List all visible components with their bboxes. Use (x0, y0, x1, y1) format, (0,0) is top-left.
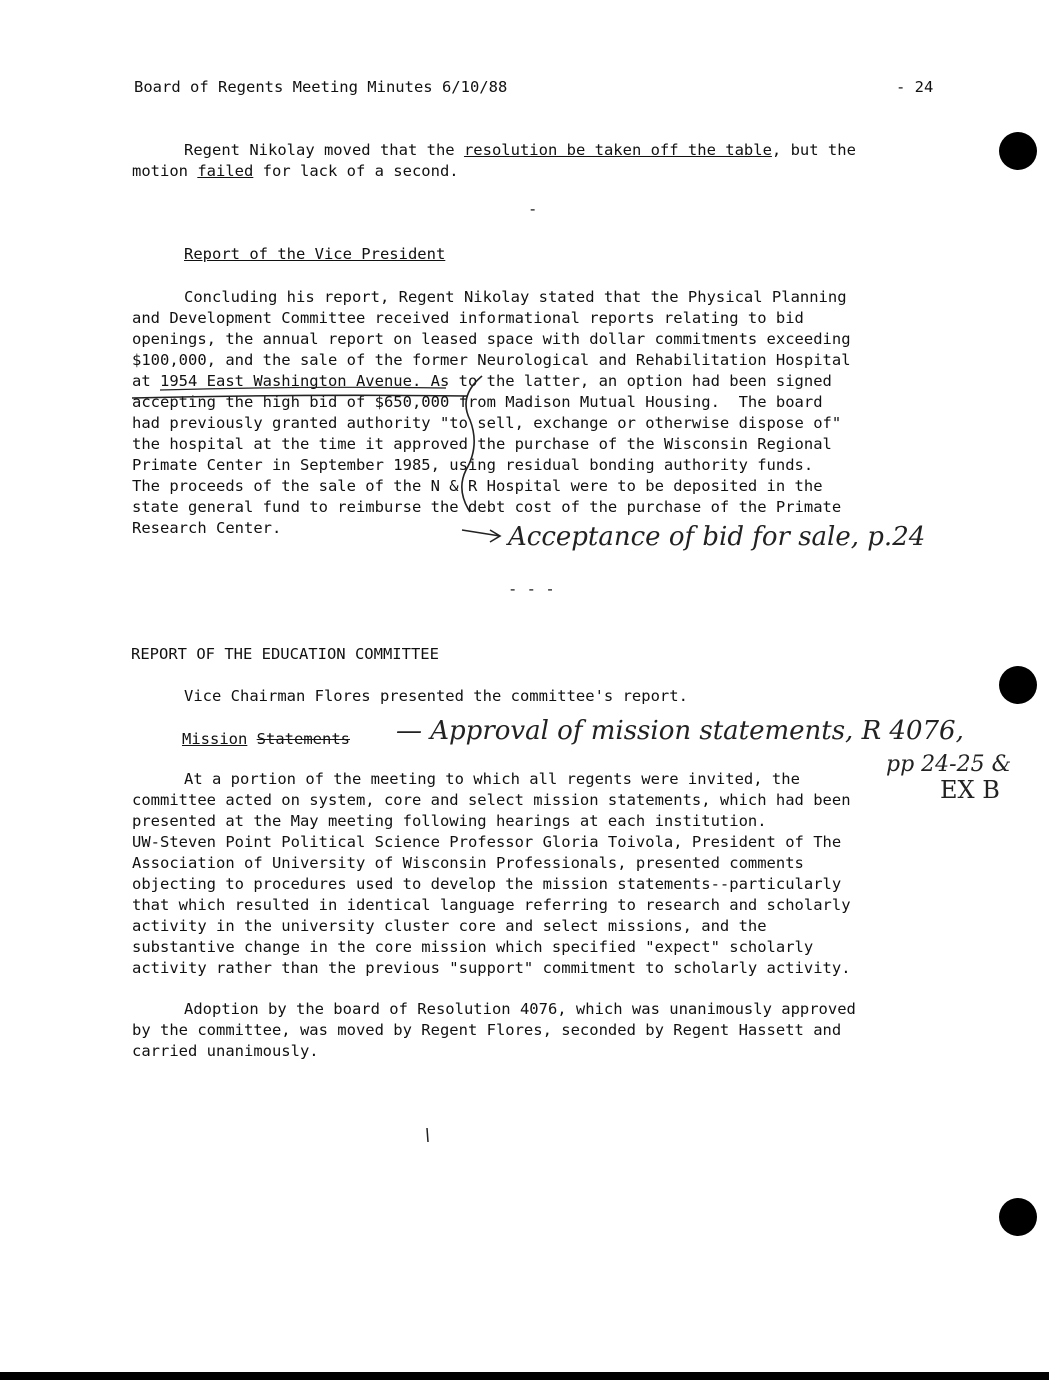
mission-line-7: activity in the university cluster core and select missions, and the (132, 917, 767, 935)
handwritten-note-exhibit: EX B (940, 776, 1000, 804)
punch-hole-bottom (999, 1198, 1037, 1236)
section-heading-education-committee: REPORT OF THE EDUCATION COMMITTEE (131, 645, 439, 663)
handwritten-note-pages: pp 24-25 & (886, 752, 1012, 777)
separator: - (528, 200, 538, 218)
mission-line-5: objecting to procedures used to develop the mission statements--particularly (132, 875, 842, 893)
adopt-line-1: by the committee, was moved by Regent Flores, seconded by Regent Hassett and (132, 1021, 842, 1039)
punch-hole-top (999, 132, 1037, 170)
vp-line-5: accepting the high bid of $650,000 from Madison Mutual Housing. The board (132, 393, 823, 411)
vp-line-0: Concluding his report, Regent Nikolay stated that the Physical Planning (184, 288, 847, 306)
stray-mark (427, 1128, 428, 1142)
vp-line-10: state general fund to reimburse the debt cost of the purchase of the Primate (132, 498, 842, 516)
motion-paragraph-line-2: motion failed for lack of a second. (132, 162, 459, 180)
mission-subheading: Mission Statements (182, 730, 350, 748)
mission-line-3: UW-Steven Point Political Science Professor Gloria Toivola, President of The (132, 833, 842, 851)
mission-line-4: Association of University of Wisconsin Professionals, presented comments (132, 854, 804, 872)
handwritten-note-mission-approval: — Approval of mission statements, R 4076, (396, 716, 964, 746)
mission-line-6: that which resulted in identical language referring to research and scholarly (132, 896, 851, 914)
education-intro: Vice Chairman Flores presented the committee's report. (184, 687, 688, 705)
vp-line-8: Primate Center in September 1985, using residual bonding authority funds. (132, 456, 814, 474)
punch-hole-middle (999, 666, 1037, 704)
scan-edge-bar (0, 1372, 1049, 1380)
vp-line-4: at 1954 East Washington Avenue. As to the latter, an option had been signed (132, 372, 832, 390)
adopt-line-0: Adoption by the board of Resolution 4076, which was unanimously approved (184, 1000, 856, 1018)
vp-line-6: had previously granted authority "to sell, exchange or otherwise dispose of" (132, 414, 842, 432)
vp-line-1: and Development Committee received informational reports relating to bid (132, 309, 804, 327)
page-header-title: Board of Regents Meeting Minutes 6/10/88 (134, 78, 508, 96)
adopt-line-2: carried unanimously. (132, 1042, 319, 1060)
page-number: - 24 (896, 78, 934, 96)
vp-line-3: $100,000, and the sale of the former Neurological and Rehabilitation Hospital (132, 351, 851, 369)
separator-dashes: - - - (508, 580, 555, 598)
mission-line-1: committee acted on system, core and select mission statements, which had been (132, 791, 851, 809)
handwritten-note-bid-acceptance: Acceptance of bid for sale, p.24 (508, 522, 926, 552)
section-heading-vice-president: Report of the Vice President (184, 245, 446, 263)
mission-line-0: At a portion of the meeting to which all regents were invited, the (184, 770, 800, 788)
motion-paragraph-line-1: Regent Nikolay moved that the resolution be taken off the table, but the (184, 141, 856, 159)
vp-line-9: The proceeds of the sale of the N & R Hospital were to be deposited in the (132, 477, 823, 495)
vp-line-2: openings, the annual report on leased space with dollar commitments exceeding (132, 330, 851, 348)
vp-line-7: the hospital at the time it approved the purchase of the Wisconsin Regional (132, 435, 832, 453)
mission-line-2: presented at the May meeting following hearings at each institution. (132, 812, 767, 830)
vp-line-11: Research Center. (132, 519, 282, 537)
mission-line-8: substantive change in the core mission which specified "expect" scholarly (132, 938, 814, 956)
mission-line-9: activity rather than the previous "support" commitment to scholarly activity. (132, 959, 851, 977)
arrow-pointer (462, 530, 500, 542)
